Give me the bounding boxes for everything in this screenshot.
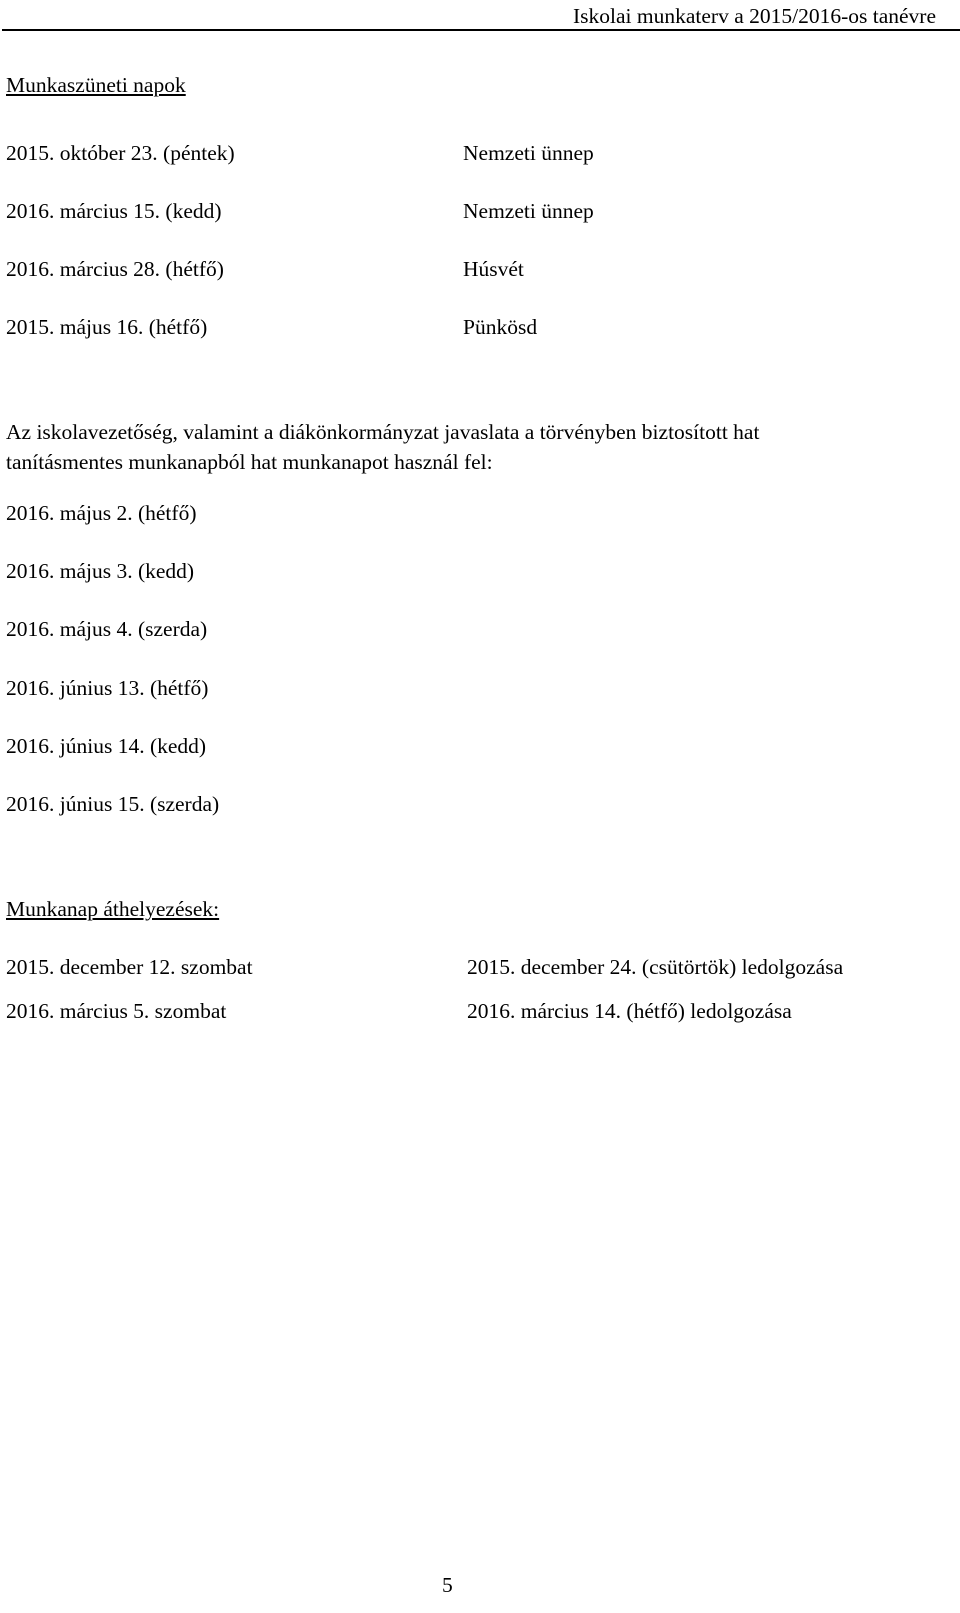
holiday-name: Nemzeti ünnep <box>463 141 594 165</box>
holiday-date: 2015. október 23. (péntek) <box>6 141 235 165</box>
nonteaching-day: 2016. június 14. (kedd) <box>6 734 207 758</box>
holiday-date: 2016. március 15. (kedd) <box>6 199 222 223</box>
holidays-heading: Munkaszüneti napok <box>6 73 186 97</box>
nonteaching-day: 2016. június 13. (hétfő) <box>6 676 209 700</box>
holiday-date: 2015. május 16. (hétfő) <box>6 315 208 339</box>
header-divider <box>2 29 960 31</box>
transfer-replaced-day: 2015. december 24. (csütörtök) ledolgozása <box>467 955 844 979</box>
transfer-replaced-day: 2016. március 14. (hétfő) ledolgozása <box>467 999 792 1023</box>
transfers-heading: Munkanap áthelyezések: <box>6 897 220 921</box>
holiday-name: Pünkösd <box>463 315 538 339</box>
nonteaching-day: 2016. május 3. (kedd) <box>6 559 195 583</box>
holiday-name: Nemzeti ünnep <box>463 199 594 223</box>
running-header: Iskolai munkaterv a 2015/2016-os tanévre <box>572 4 936 28</box>
holiday-date: 2016. március 28. (hétfő) <box>6 257 224 281</box>
transfer-saturday: 2015. december 12. szombat <box>6 955 253 979</box>
nonteaching-intro-line-1: Az iskolavezetőség, valamint a diákönkormányzat javaslata a törvényben biztosított hat <box>6 420 760 444</box>
holiday-name: Húsvét <box>463 257 524 281</box>
page-number: 5 <box>442 1573 453 1597</box>
nonteaching-day: 2016. június 15. (szerda) <box>6 792 220 816</box>
nonteaching-day: 2016. május 4. (szerda) <box>6 617 208 641</box>
transfer-saturday: 2016. március 5. szombat <box>6 999 227 1023</box>
nonteaching-intro-line-2: tanításmentes munkanapból hat munkanapot használ fel: <box>6 450 493 474</box>
nonteaching-day: 2016. május 2. (hétfő) <box>6 501 197 525</box>
